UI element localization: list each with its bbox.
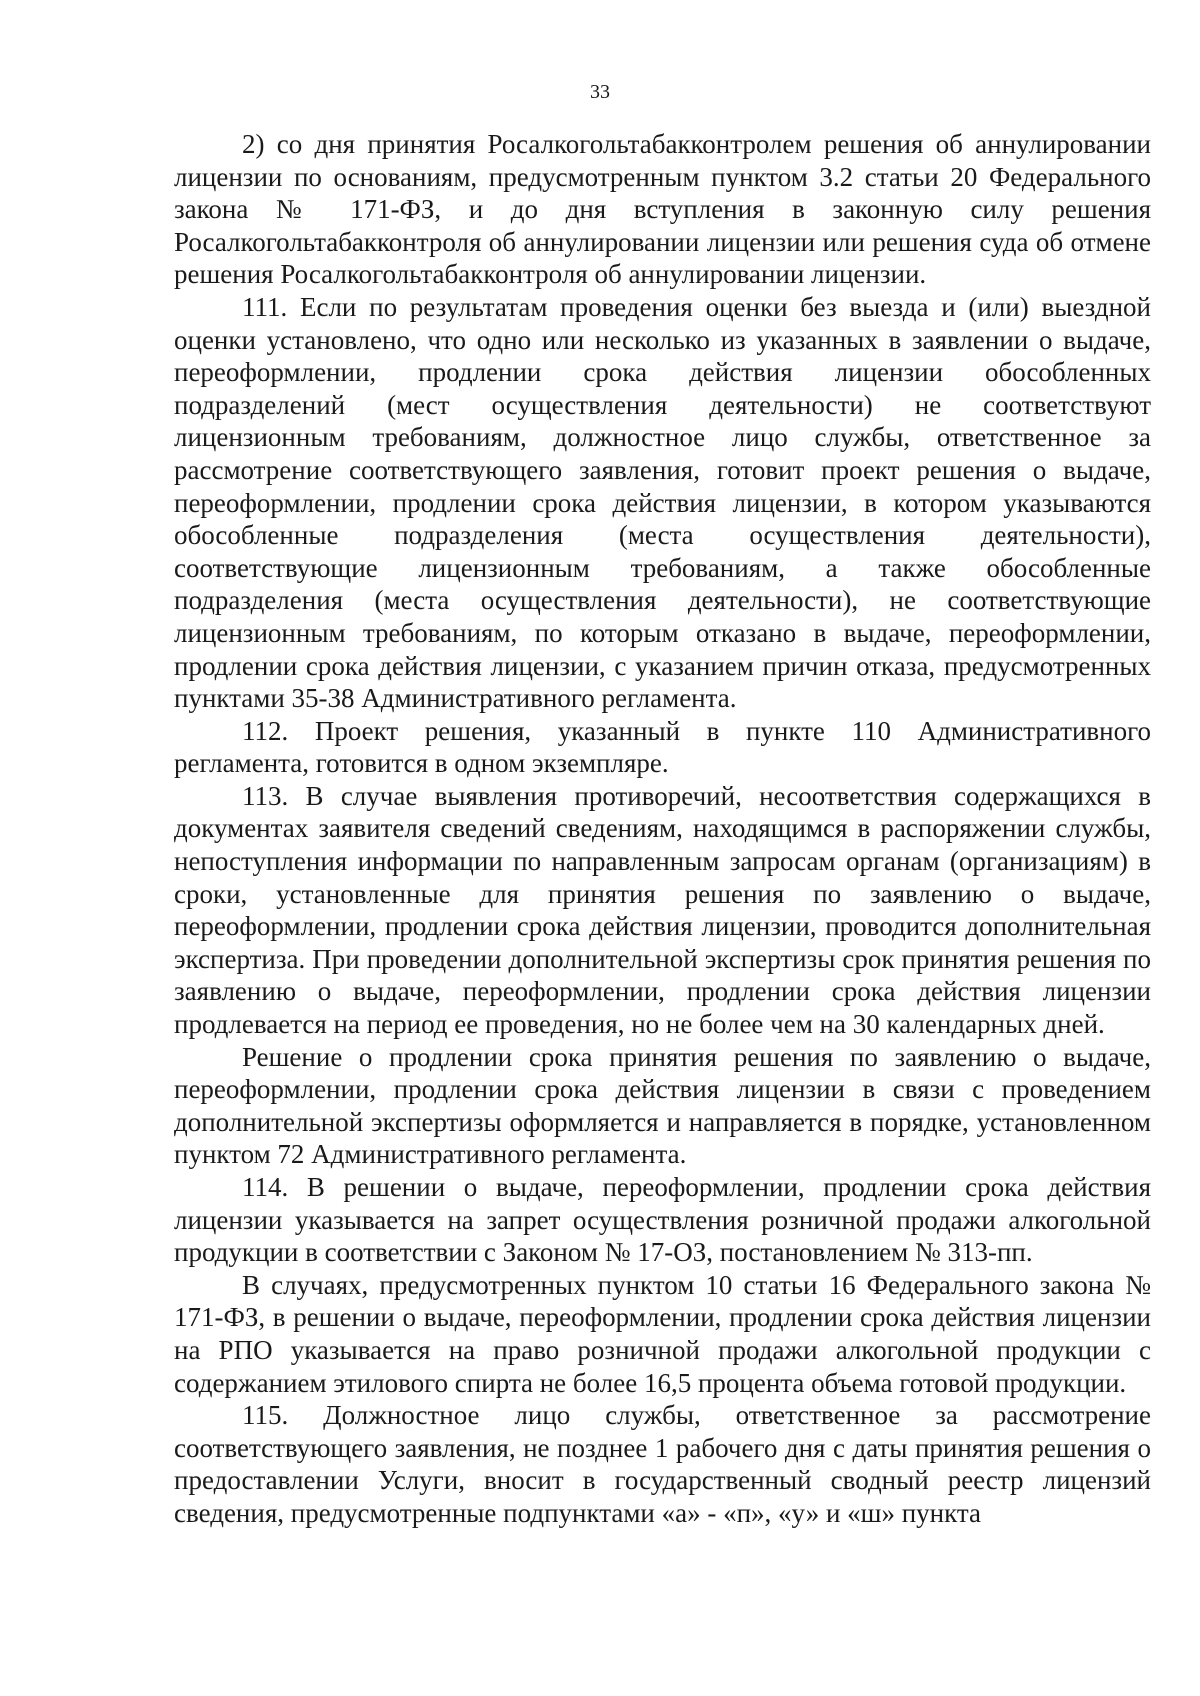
paragraph-111: 111. Если по результатам проведения оценки без выезда и (или) выездной оценки установлено, что одно или несколько из указанных в заявлении о выдаче, переоформлении, продлении срока действия лицензии обособленных подразделений (мест осуществления деятельности) не соответствуют лицензионным требованиям, должностное лицо службы, ответственное за рассмотрение соответствующего заявления, готовит проект решения о выдаче, переоформлении, продлении срока действия лицензии, в котором указываются обособленные подразделения (места осуществления деятельности), соответствующие лицензионным требованиям, а также обособленные подразделения (места осуществления деятельности), не соответствующие лицензионным требованиям, по которым отказано в выдаче, переоформлении, продлении срока действия лицензии, с указанием причин отказа, предусмотренных пунктами 35-38 Административного регламента. <box>174 291 1151 714</box>
paragraph-114: 114. В решении о выдаче, переоформлении, продлении срока действия лицензии указывается на запрет осуществления розничной продажи алкогольной продукции в соответствии с Законом № 17-ОЗ, постановлением № 313-пп. <box>174 1172 1151 1268</box>
page-number: 33 <box>590 81 610 103</box>
paragraph-114-continuation: В случаях, предусмотренных пунктом 10 статьи 16 Федерального закона № 171-ФЗ, в решении о выдаче, переоформлении, продлении срока действия лицензии на РПО указывается на право розничной продажи алкогольной продукции с содержанием этилового спирта не более 16,5 процента объема готовой продукции. <box>174 1269 1151 1398</box>
paragraph-item-2-annulment: 2) со дня принятия Росалкогольтабакконтролем решения об аннулировании лицензии по основаниям, предусмотренным пунктом 3.2 статьи 20 Федерального закона № 171-ФЗ, и до дня вступления в законную силу решения Росалкогольтабакконтроля об аннулировании лицензии или решения суда об отмене решения Росалкогольтабакконтроля об аннулировании лицензии. <box>174 129 1151 290</box>
paragraph-112: 112. Проект решения, указанный в пункте 110 Административного регламента, готовится в одном экземпляре. <box>174 715 1151 779</box>
paragraph-113-continuation: Решение о продлении срока принятия решения по заявлению о выдаче, переоформлении, продлении срока действия лицензии в связи с проведением дополнительной экспертизы оформляется и направляется в порядке, установленном пунктом 72 Административного регламента. <box>174 1041 1151 1170</box>
document-body <box>174 128 1151 1530</box>
paragraph-113: 113. В случае выявления противоречий, несоответствия содержащихся в документах заявителя сведений сведениям, находящимся в распоряжении службы, непоступления информации по направленным запросам органам (организациям) в сроки, установленные для принятия решения по заявлению о выдаче, переоформлении, продлении срока действия лицензии, проводится дополнительная экспертиза. При проведении дополнительной экспертизы срок принятия решения по заявлению о выдаче, переоформлении, продлении срока действия лицензии продлевается на период ее проведения, но не более чем на 30 календарных дней. <box>174 780 1151 1040</box>
paragraph-115: 115. Должностное лицо службы, ответственное за рассмотрение соответствующего заявления, не позднее 1 рабочего дня с даты принятия решения о предоставлении Услуги, вносит в государственный сводный реестр лицензий сведения, предусмотренные подпунктами «а» - «п», «у» и «ш» пункта <box>174 1400 1151 1528</box>
